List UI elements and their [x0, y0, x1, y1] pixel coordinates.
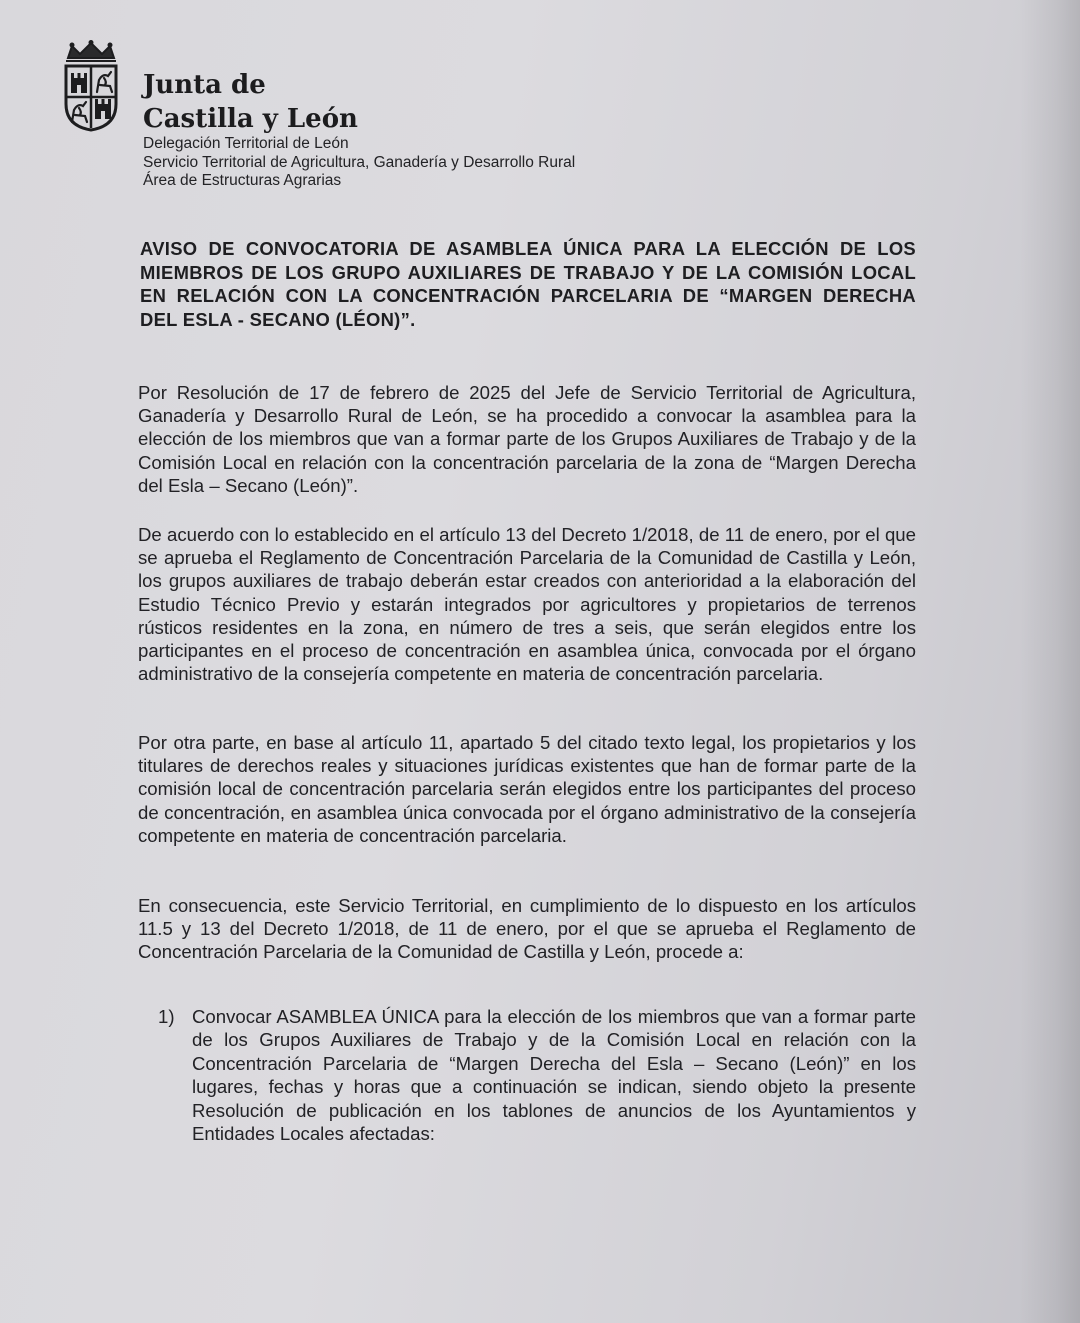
department-line: Área de Estructuras Agrarias — [143, 172, 342, 189]
list-item-text: Convocar ASAMBLEA ÚNICA para la elección de los miembros que van a formar parte de los Grupos Auxiliares de Trabajo y de la Comisión Local en relación con la Concentración Parcelaria de “Margen Derecha del Esla – Secano (León)” en los lugares, fechas y horas que a continuación se indican, siendo objeto la presente Resolución de publicación en los tablones de anuncios de los Ayuntamientos y Entidades Locales afectadas: — [192, 1006, 916, 1145]
list-item — [158, 1005, 916, 1145]
paragraph: De acuerdo con lo establecido en el artículo 13 del Decreto 1/2018, de 11 de enero, por el que se aprueba el Reglamento de Concentración Parcelaria de la Comunidad de Castilla y León, los grupos auxiliares de trabajo deberán estar creados con anterioridad a la elaboración del Estudio Técnico Previo y estarán integrados por agricultores y propietarios de terrenos rústicos residentes en la zona, en número de tres a seis, que serán elegidos entre los participantes en el proceso de concentración en asamblea única, convocada por el órgano administrativo de la consejería competente en materia de concentración parcelaria. — [138, 524, 916, 685]
coat-of-arms-icon — [60, 40, 122, 132]
organization-name-line1: Junta de — [143, 70, 266, 100]
paragraph: En consecuencia, este Servicio Territorial, en cumplimiento de lo dispuesto en los artículos 11.5 y 13 del Decreto 1/2018, de 11 de enero, por el que se aprueba el Reglamento de Concentración Parcelaria de la Comunidad de Castilla y León, procede a: — [138, 895, 916, 963]
notice-title: AVISO DE CONVOCATORIA DE ASAMBLEA ÚNICA PARA LA ELECCIÓN DE LOS MIEMBROS DE LOS GRUPO AUXILIARES DE TRABAJO Y DE LA COMISIÓN LOCAL EN RELACIÓN CON LA CONCENTRACIÓN PARCELARIA DE “MARGEN DERECHA DEL ESLA - SECANO (LÉON)”. — [140, 238, 916, 330]
page-shadow — [1020, 0, 1080, 1323]
list-item-number: 1) — [158, 1006, 175, 1027]
organization-name-line2: Castilla y León — [143, 104, 358, 134]
organization-name — [143, 68, 358, 136]
department-line: Servicio Territorial de Agricultura, Ganadería y Desarrollo Rural — [143, 153, 576, 171]
numbered-list — [158, 1005, 916, 1145]
paragraph: Por Resolución de 17 de febrero de 2025 del Jefe de Servicio Territorial de Agricultura, Ganadería y Desarrollo Rural de León, se ha procedido a convocar la asamblea para la elección de los miembros que van a formar parte de los Grupos Auxiliares de Trabajo y de la Comisión Local en relación con la concentración parcelaria de la zona de “Margen Derecha del Esla – Secano (León)”. — [138, 382, 916, 496]
department-line: Delegación Territorial de León — [143, 135, 349, 152]
paragraph: Por otra parte, en base al artículo 11, apartado 5 del citado texto legal, los propietarios y los titulares de derechos reales y situaciones jurídicas existentes que han de formar parte de la comisión local de concentración parcelaria serán elegidos entre los participantes del proceso de concentración, en asamblea única convocada por el órgano administrativo de la consejería competente en materia de concentración parcelaria. — [138, 732, 916, 846]
department-block — [143, 135, 575, 191]
